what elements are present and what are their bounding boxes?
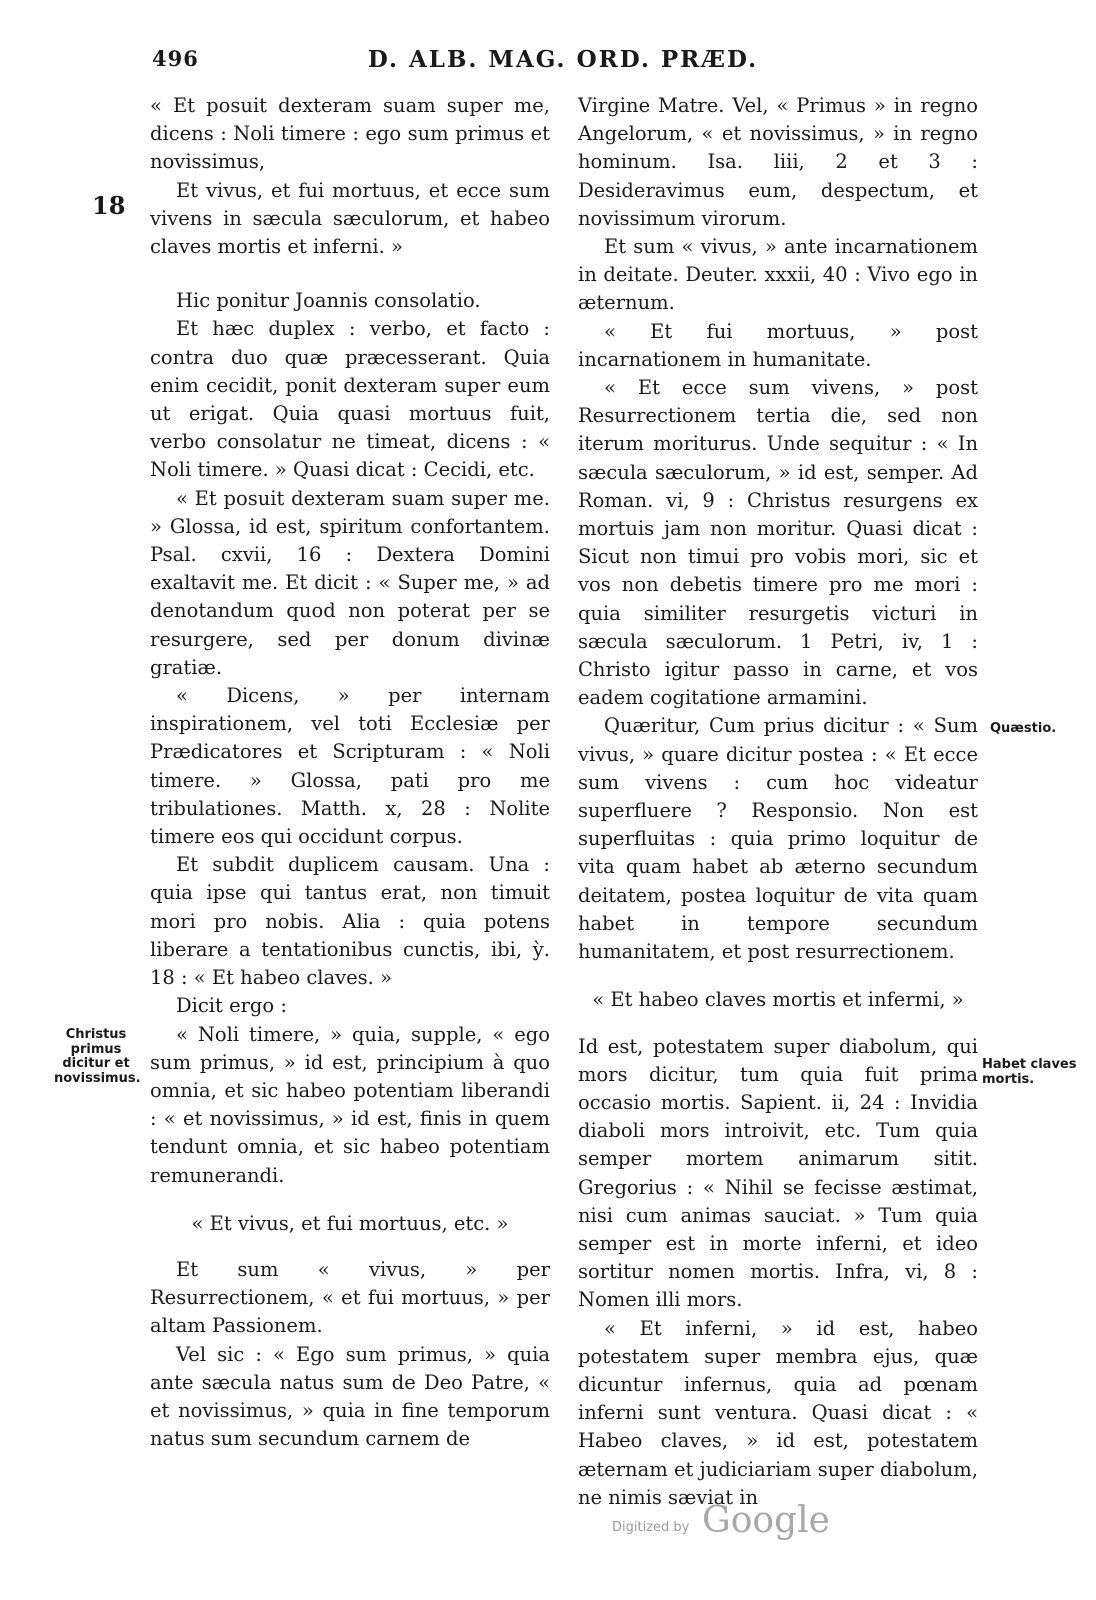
paragraph: « Noli timere, » quia, supple, « ego sum primus, » id est, principium à quo omnia, et sic habeo potentiam liberandi : « et novissimus, » id est, finis in quem tendunt omnia, et sic habeo potentiam remunerandi.: [150, 1022, 550, 1187]
section-heading: « Et habeo claves mortis et infermi, »: [592, 988, 964, 1012]
left-column: [150, 92, 550, 1453]
margin-note-habet-claves: Habet claves mortis.: [982, 1057, 1077, 1087]
paragraph: Virgine Matre. Vel, « Primus » in regno Angelorum, « et novissimus, » in regno hominum. Isa. liii, 2 et 3 : Desideravimus eum, despectum, et novissimum virorum.: [578, 94, 978, 230]
google-logo: Google: [702, 1500, 830, 1541]
paragraph: Dicit ergo :: [176, 994, 287, 1018]
paragraph: Et subdit duplicem causam. Una : quia ipse qui tantus erat, non timuit mori pro nobis. Alia : quia potens liberare a tentationibus cunctis, ibi, ỳ. 18 : « Et habeo claves. »: [150, 853, 550, 990]
margin-note-quaestio: Quæstio.: [990, 721, 1057, 736]
margin-note-christus: Christus primus dicitur et novissimus.: [54, 1027, 141, 1086]
page-number: 496: [152, 46, 199, 71]
paragraph: « Et ecce sum vivens, » post Resurrectionem tertia die, sed non iterum moriturus. Unde sequitur : « In sæcula sæculorum, » id est, semper. Ad Roman. vi, 9 : Christus resurgens ex mortuis jam non moritur. Quasi dicat : Sicut non timui pro vobis mori, sic et vos non debetis timere pro me mori : quia similiter resurgetis victuri in sæcula sæculorum. 1 Petri, iv, 1 : Christo igitur passo in carne, et vos eadem cogitatione armamini.: [578, 376, 978, 710]
paragraph-gap: [150, 261, 550, 287]
digitized-label: Digitized by: [612, 1520, 690, 1535]
paragraph: Et sum « vivus, » ante incarnationem in deitate. Deuter. xxxii, 40 : Vivo ego in æternum.: [578, 235, 978, 315]
verse-marker: 18: [92, 191, 126, 220]
paragraph: « Et posuit dexteram suam super me. » Glossa, id est, spiritum confortantem. Psal. cxvii, 16 : Dextera Domini exaltavit me. Et dicit : « Super me, » ad denotandum quod non poterat per se resurgere, sed per donum divinæ gratiæ.: [150, 486, 550, 679]
running-title: D. ALB. MAG. ORD. PRÆD.: [367, 46, 759, 73]
paragraph: Vel sic : « Ego sum primus, » quia ante sæcula natus sum de Deo Patre, « et novissimus, » quia in fine temporum natus sum secundum carnem de: [150, 1342, 550, 1451]
page-header: [0, 46, 1096, 80]
digitized-watermark: [612, 1500, 872, 1550]
paragraph: Hic ponitur Joannis consolatio.: [176, 289, 481, 313]
paragraph: « Dicens, » per internam inspirationem, vel toti Ecclesiæ per Prædicatores et Scripturam : « Noli timere. » Glossa, pati pro me tribulationes. Matth. x, 28 : Nolite timere eos qui occidunt corpus.: [150, 684, 550, 849]
right-column: [578, 92, 978, 1512]
paragraph: « Et posuit dexteram suam super me, dicens : Noli timere : ego sum primus et novissimus,: [150, 94, 550, 174]
section-heading: « Et vivus, et fui mortuus, etc. »: [191, 1211, 509, 1235]
paragraph: Id est, potestatem super diabolum, qui mors dicitur, tum quia fuit prima occasio mortis. Sapient. ii, 24 : Invidia diaboli mors introivit, etc. Tum quia semper mortem animarum sitit. Gregorius : « Nihil se fecisse æstimat, nisi cum animas sauciat. » Tum quia semper est in morte inferni, et ideo sortitur nomen mortis. Infra, vi, 8 : Nomen illi mors.: [578, 1034, 978, 1312]
paragraph: « Et inferni, » id est, habeo potestatem super membra ejus, quæ dicuntur infernus, quia ad pœnam inferni sunt ventura. Quasi dicat : « Habeo claves, » id est, potestatem æternam et judiciariam super diabolum, ne nimis sæviat in: [578, 1316, 978, 1509]
paragraph: Et sum « vivus, » per Resurrectionem, « et fui mortuus, » per altam Passionem.: [150, 1257, 550, 1338]
paragraph: Et vivus, et fui mortuus, et ecce sum vivens in sæcula sæculorum, et habeo claves mortis et inferni. »: [150, 178, 550, 259]
paragraph: Quæritur, Cum prius dicitur : « Sum vivus, » quare dicitur postea : « Et ecce sum vivens : cum hoc videatur superfluere ? Responsio. Non est superfluitas : quia primo loquitur de vita quam habet ab æterno secundum deitatem, postea loquitur de vita quam habet in tempore secundum humanitatem, et post resurrectionem.: [578, 714, 978, 964]
paragraph: Et hæc duplex : verbo, et facto : contra duo quæ præcesserant. Quia enim cecidit, ponit dexteram super eum ut erigat. Quia quasi mortuus fuit, verbo consolatur ne timeat, dicens : « Noli timere. » Quasi dicat : Cecidi, etc.: [150, 317, 550, 482]
paragraph: « Et fui mortuus, » post incarnationem in humanitate.: [578, 319, 978, 371]
